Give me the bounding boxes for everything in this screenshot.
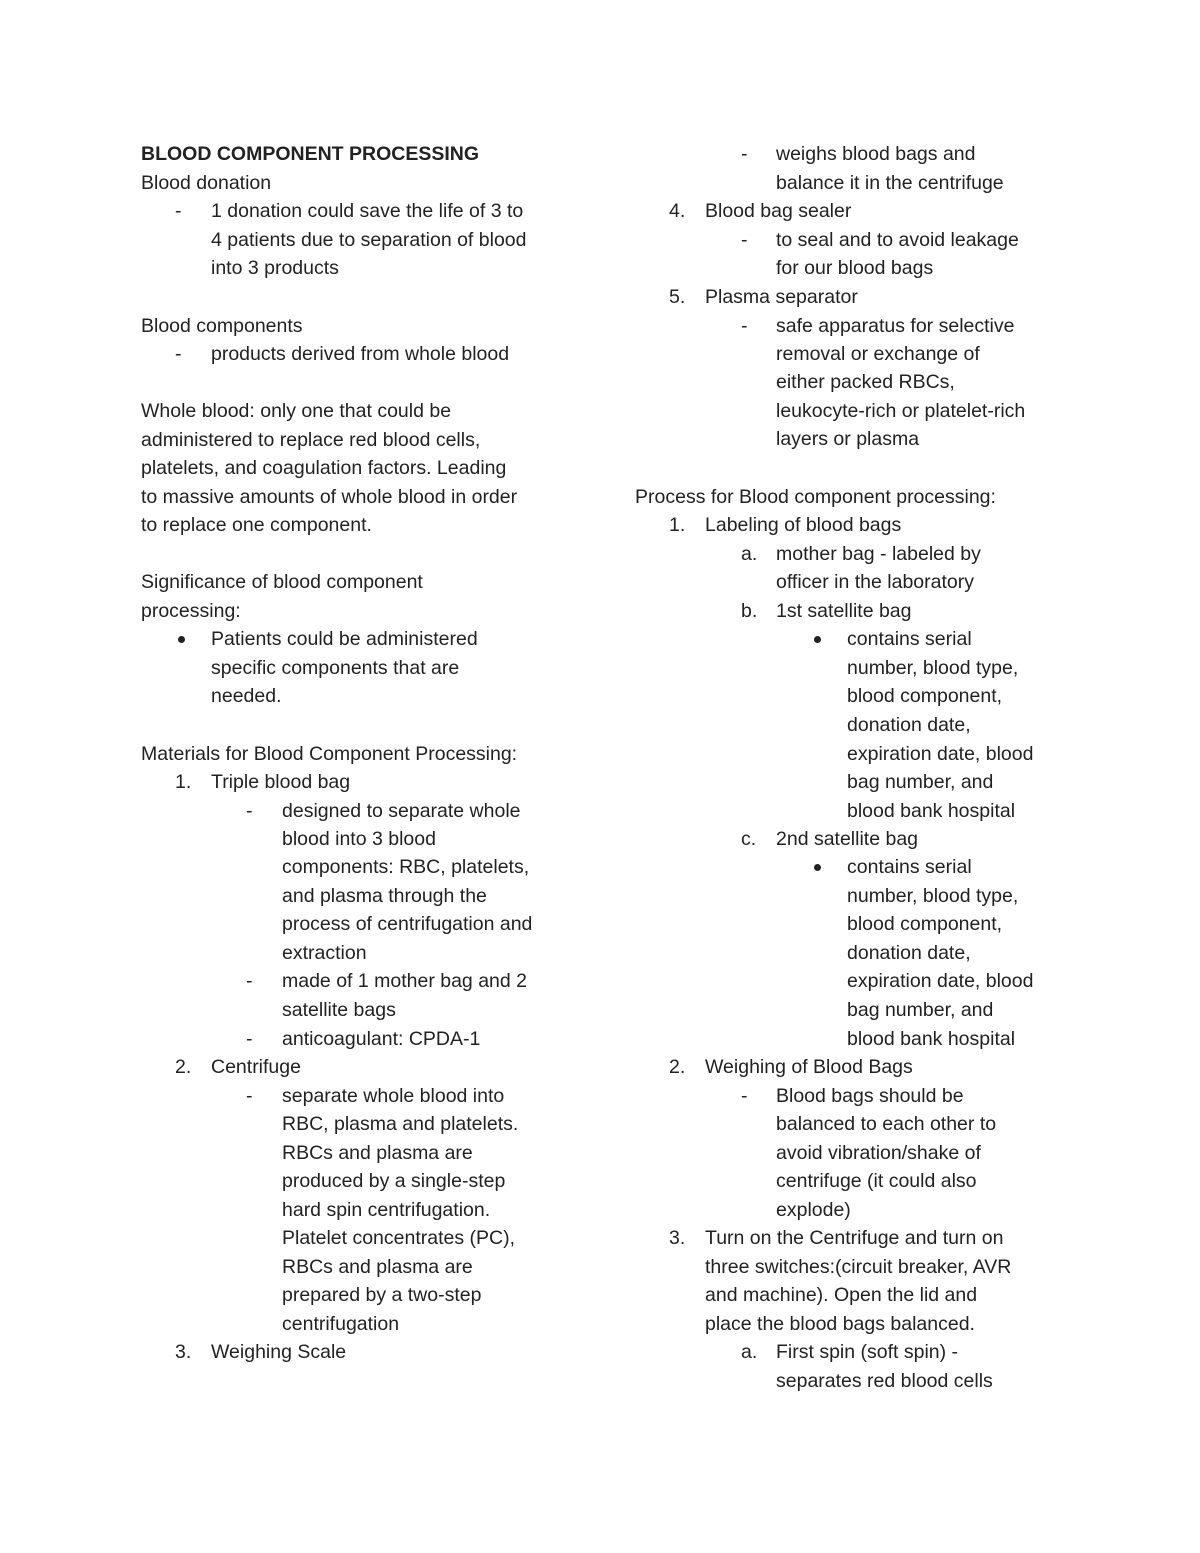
second-satellite-bag: 2nd satellite bag: [776, 828, 919, 850]
list-letter: c.: [741, 828, 757, 850]
triple-bag-desc-line-6: extraction: [282, 942, 367, 964]
dash-marker: -: [175, 200, 182, 222]
dash-marker: -: [741, 1085, 748, 1107]
centrifuge-desc-line-5: hard spin centrifugation.: [282, 1199, 491, 1221]
triple-bag-desc-line-5: process of centrifugation and: [282, 913, 533, 935]
whole-blood-line-1: Whole blood: only one that could be: [141, 400, 452, 422]
weighing-desc-line-4: centrifuge (it could also: [776, 1170, 977, 1192]
centrifuge-desc-line-4: produced by a single-step: [282, 1170, 506, 1192]
significance-heading-line-1: Significance of blood component: [141, 571, 423, 593]
list-number: 1.: [669, 514, 686, 536]
centrifuge-desc-line-1: separate whole blood into: [282, 1085, 505, 1107]
dash-marker: -: [246, 1085, 253, 1107]
list-number: 1.: [175, 771, 192, 793]
first-satellite-detail-line-5: expiration date, blood: [847, 743, 1034, 765]
material-blood-bag-sealer: Blood bag sealer: [705, 200, 852, 222]
triple-bag-desc-line-1: designed to separate whole: [282, 800, 521, 822]
triple-bag-desc-line-2: blood into 3 blood: [282, 828, 436, 850]
process-labeling: Labeling of blood bags: [705, 514, 902, 536]
sealer-desc-line-2: for our blood bags: [776, 257, 934, 279]
first-satellite-detail-line-2: number, blood type,: [847, 657, 1019, 679]
first-satellite-detail-line-1: contains serial: [847, 628, 972, 650]
triple-bag-anticoagulant: anticoagulant: CPDA-1: [282, 1028, 481, 1050]
second-satellite-detail-line-6: bag number, and: [847, 999, 994, 1021]
bullet-icon: [814, 636, 821, 643]
separator-desc-line-1: safe apparatus for selective: [776, 315, 1015, 337]
weighing-desc-line-5: explode): [776, 1199, 851, 1221]
weighing-desc-line-3: avoid vibration/shake of: [776, 1142, 981, 1164]
dash-marker: -: [246, 970, 253, 992]
whole-blood-line-5: to replace one component.: [141, 514, 372, 536]
weighing-scale-desc-line-2: balance it in the centrifuge: [776, 172, 1004, 194]
process-heading: Process for Blood component processing:: [635, 486, 996, 508]
process-weighing: Weighing of Blood Bags: [705, 1056, 913, 1078]
second-satellite-detail-line-3: blood component,: [847, 913, 1003, 935]
first-satellite-detail-line-6: bag number, and: [847, 771, 994, 793]
components-desc: products derived from whole blood: [211, 343, 510, 365]
separator-desc-line-4: leukocyte-rich or platelet-rich: [776, 400, 1026, 422]
whole-blood-line-2: administered to replace red blood cells,: [141, 429, 481, 451]
centrifuge-step-line-3: and machine). Open the lid and: [705, 1284, 978, 1306]
whole-blood-line-4: to massive amounts of whole blood in order: [141, 486, 518, 508]
bullet-icon: [814, 864, 821, 871]
triple-bag-desc-line-4: and plasma through the: [282, 885, 487, 907]
whole-blood-line-3: platelets, and coagulation factors. Leading: [141, 457, 507, 479]
weighing-scale-desc-line-1: weighs blood bags and: [776, 143, 976, 165]
significance-item-line-3: needed.: [211, 685, 282, 707]
triple-bag-desc-line-3: components: RBC, platelets,: [282, 856, 530, 878]
second-satellite-detail-line-7: blood bank hospital: [847, 1028, 1016, 1050]
significance-item-line-2: specific components that are: [211, 657, 460, 679]
first-satellite-detail-line-4: donation date,: [847, 714, 971, 736]
centrifuge-step-line-1: Turn on the Centrifuge and turn on: [705, 1227, 1004, 1249]
list-number: 3.: [175, 1341, 192, 1363]
dash-marker: -: [741, 143, 748, 165]
mother-bag-line-1: mother bag - labeled by: [776, 543, 981, 565]
first-spin-line-2: separates red blood cells: [776, 1370, 993, 1392]
dash-marker: -: [741, 229, 748, 251]
donation-desc-line-3: into 3 products: [211, 257, 339, 279]
triple-bag-desc2-line-2: satellite bags: [282, 999, 396, 1021]
first-satellite-detail-line-3: blood component,: [847, 685, 1003, 707]
weighing-desc-line-2: balanced to each other to: [776, 1113, 997, 1135]
list-letter: b.: [741, 600, 758, 622]
separator-desc-line-2: removal or exchange of: [776, 343, 980, 365]
separator-desc-line-5: layers or plasma: [776, 428, 920, 450]
document-title: BLOOD COMPONENT PROCESSING: [141, 143, 480, 165]
list-letter: a.: [741, 1341, 758, 1363]
centrifuge-desc-line-7: RBCs and plasma are: [282, 1256, 473, 1278]
donation-desc-line-1: 1 donation could save the life of 3 to: [211, 200, 524, 222]
mother-bag-line-2: officer in the laboratory: [776, 571, 974, 593]
section-heading-blood-donation: Blood donation: [141, 172, 272, 194]
centrifuge-desc-line-2: RBC, plasma and platelets.: [282, 1113, 519, 1135]
dash-marker: -: [175, 343, 182, 365]
centrifuge-step-line-2: three switches:(circuit breaker, AVR: [705, 1256, 1012, 1278]
weighing-desc-line-1: Blood bags should be: [776, 1085, 964, 1107]
list-number: 5.: [669, 286, 686, 308]
material-triple-blood-bag: Triple blood bag: [211, 771, 351, 793]
second-satellite-detail-line-5: expiration date, blood: [847, 970, 1034, 992]
second-satellite-detail-line-1: contains serial: [847, 856, 972, 878]
list-number: 2.: [669, 1056, 686, 1078]
second-satellite-detail-line-4: donation date,: [847, 942, 971, 964]
donation-desc-line-2: 4 patients due to separation of blood: [211, 229, 527, 251]
dash-marker: -: [741, 315, 748, 337]
dash-marker: -: [246, 800, 253, 822]
significance-heading-line-2: processing:: [141, 600, 241, 622]
first-satellite-bag: 1st satellite bag: [776, 600, 912, 622]
centrifuge-desc-line-8: prepared by a two-step: [282, 1284, 482, 1306]
triple-bag-desc2-line-1: made of 1 mother bag and 2: [282, 970, 527, 992]
material-centrifuge: Centrifuge: [211, 1056, 301, 1078]
bullet-icon: [178, 636, 185, 643]
centrifuge-step-line-4: place the blood bags balanced.: [705, 1313, 975, 1335]
centrifuge-desc-line-6: Platelet concentrates (PC),: [282, 1227, 516, 1249]
material-plasma-separator: Plasma separator: [705, 286, 858, 308]
list-number: 4.: [669, 200, 686, 222]
materials-heading: Materials for Blood Component Processing:: [141, 743, 518, 765]
centrifuge-desc-line-3: RBCs and plasma are: [282, 1142, 473, 1164]
significance-item-line-1: Patients could be administered: [211, 628, 478, 650]
dash-marker: -: [246, 1028, 253, 1050]
first-satellite-detail-line-7: blood bank hospital: [847, 800, 1016, 822]
sealer-desc-line-1: to seal and to avoid leakage: [776, 229, 1019, 251]
list-letter: a.: [741, 543, 758, 565]
second-satellite-detail-line-2: number, blood type,: [847, 885, 1019, 907]
material-weighing-scale: Weighing Scale: [211, 1341, 347, 1363]
list-number: 2.: [175, 1056, 192, 1078]
list-number: 3.: [669, 1227, 686, 1249]
section-heading-blood-components: Blood components: [141, 315, 303, 337]
centrifuge-desc-line-9: centrifugation: [282, 1313, 400, 1335]
first-spin-line-1: First spin (soft spin) -: [776, 1341, 959, 1363]
separator-desc-line-3: either packed RBCs,: [776, 371, 955, 393]
